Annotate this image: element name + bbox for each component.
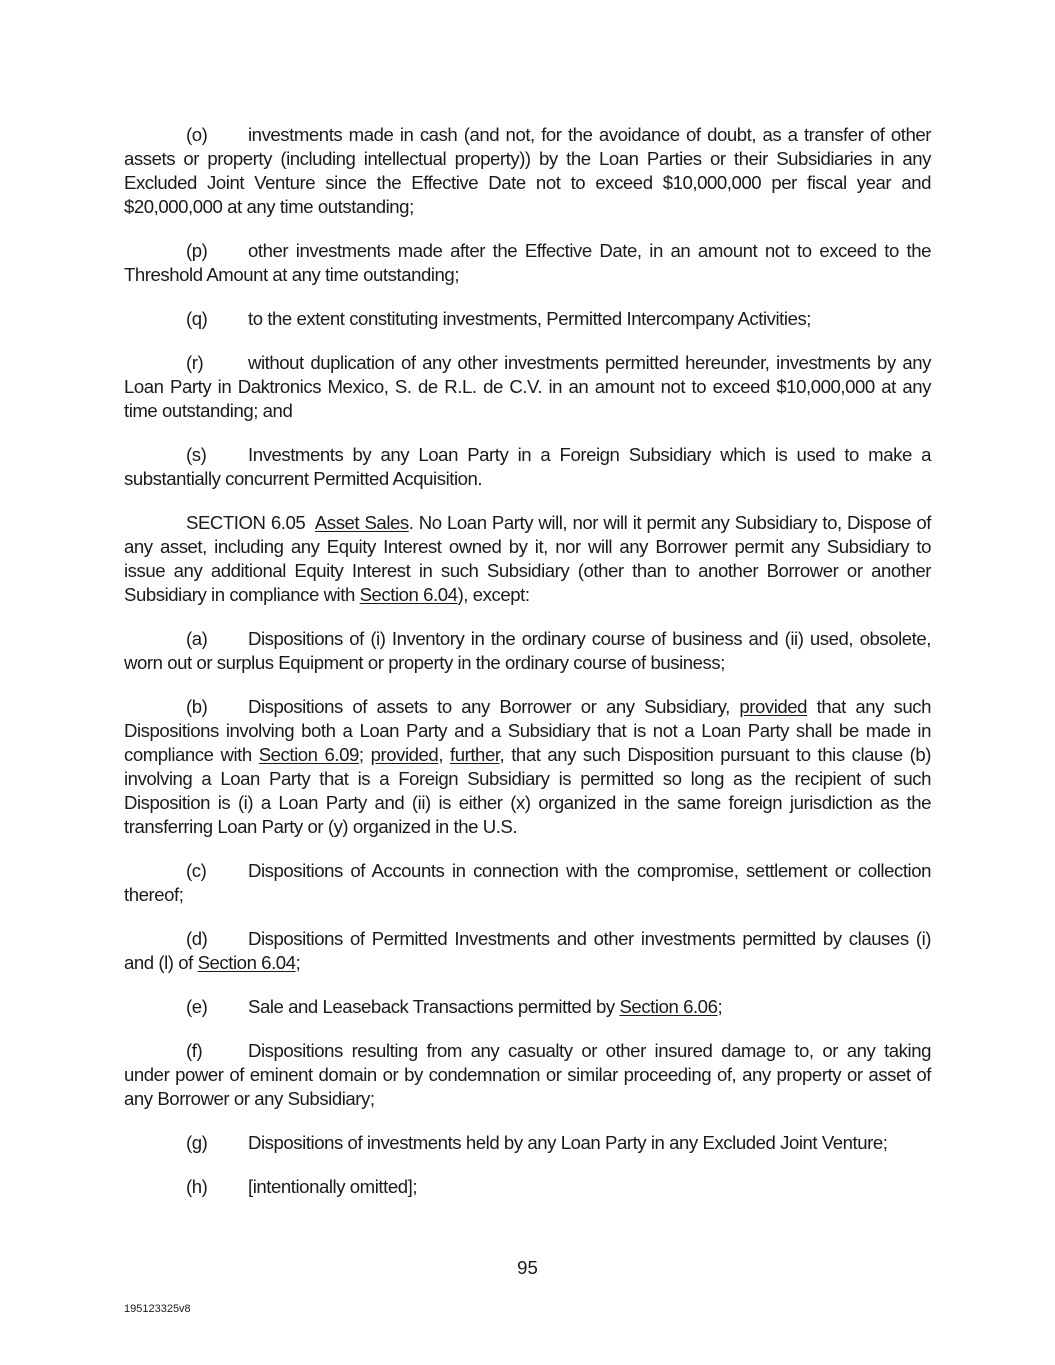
clause-d xyxy=(124,927,931,975)
clause-text: ; xyxy=(295,952,301,973)
clause-a xyxy=(124,627,931,675)
clause-text: that any such Dispositions involving both a Loan Party and a Subsidiary that is not a Loan Party shall be made in compliance with xyxy=(124,696,932,765)
clause-h xyxy=(124,1175,931,1199)
clause-text: Dispositions of (i) Inventory in the ordinary course of business and (ii) used, obsolete, worn out or surplus Equipment or property in the ordinary course of business; xyxy=(124,628,931,673)
clause-b xyxy=(124,695,931,839)
section-text: ), except: xyxy=(457,584,530,605)
page-body xyxy=(124,123,931,1219)
clause-label: (d) xyxy=(186,928,208,949)
section-reference-link[interactable]: Section 6.04 xyxy=(197,952,296,973)
provided-term: provided xyxy=(370,744,439,765)
clause-text: Dispositions of Accounts in connection with the compromise, settlement or collection thereof; xyxy=(124,860,931,905)
clause-text: ; xyxy=(358,744,371,765)
clause-text: Dispositions of investments held by any Loan Party in any Excluded Joint Venture; xyxy=(248,1132,888,1153)
clause-c xyxy=(124,859,931,907)
clause-label: (g) xyxy=(186,1132,208,1153)
clause-text: [intentionally omitted]; xyxy=(248,1176,418,1197)
paragraph-text: investments made in cash (and not, for the avoidance of doubt, as a transfer of other assets or property (including intellectual property)) by the Loan Parties or their Subsidiaries in any Excluded Joint Venture since the Effective Date not to exceed $10,000,000 per fiscal year and $20,000,000 at any time outstanding; xyxy=(124,124,931,217)
clause-text: Dispositions of Permitted Investments and other investments permitted by clauses (i) and (l) of xyxy=(124,928,931,973)
page-number: 95 xyxy=(517,1257,538,1278)
paragraph-text: to the extent constituting investments, Permitted Intercompany Activities; xyxy=(248,308,812,329)
section-reference-link[interactable]: Section 6.06 xyxy=(619,996,718,1017)
section-6-05 xyxy=(124,511,931,607)
clause-text: ; xyxy=(717,996,723,1017)
clause-label: (h) xyxy=(186,1176,208,1197)
document-id: 195123325v8 xyxy=(124,1303,191,1315)
paragraph-label: (s) xyxy=(186,444,207,465)
further-term: further xyxy=(449,744,500,765)
paragraph-text: Investments by any Loan Party in a Foreign Subsidiary which is used to make a substantially concurrent Permitted Acquisition. xyxy=(124,444,931,489)
paragraph-s xyxy=(124,443,931,491)
clause-text: Dispositions resulting from any casualty or other insured damage to, or any taking under power of eminent domain or by condemnation or similar proceeding of, any property or asset of any Borrower or any Subsidiary; xyxy=(124,1040,931,1109)
clause-text: , xyxy=(438,744,450,765)
paragraph-label: (o) xyxy=(186,124,208,145)
clause-e xyxy=(124,995,931,1019)
paragraph-label: (r) xyxy=(186,352,204,373)
paragraph-r xyxy=(124,351,931,423)
clause-label: (b) xyxy=(186,696,208,717)
paragraph-text: without duplication of any other investments permitted hereunder, investments by any Loan Party in Daktronics Mexico, S. de R.L. de C.V. in an amount not to exceed $10,000,000 at any time outstanding; and xyxy=(124,352,931,421)
section-reference-link[interactable]: Section 6.09 xyxy=(258,744,359,765)
paragraph-p xyxy=(124,239,931,287)
section-number: SECTION 6.05 xyxy=(186,512,306,533)
paragraph-q xyxy=(124,307,931,331)
paragraph-o xyxy=(124,123,931,219)
clause-text: Dispositions of assets to any Borrower or any Subsidiary, xyxy=(248,696,740,717)
paragraph-label: (q) xyxy=(186,308,208,329)
section-text: . No Loan Party will, nor will it permit any Subsidiary to, Dispose of any asset, including any Equity Interest owned by it, nor will any Borrower permit any Subsidiary to issue any additional Equity Interest in such Subsidiary (other than to another Borrower or another Subsidiary in compliance with xyxy=(124,512,932,605)
clause-label: (e) xyxy=(186,996,208,1017)
clause-text: Sale and Leaseback Transactions permitted by xyxy=(248,996,620,1017)
clause-label: (a) xyxy=(186,628,208,649)
clause-label: (c) xyxy=(186,860,207,881)
section-reference-link[interactable]: Section 6.04 xyxy=(359,584,458,605)
clause-label: (f) xyxy=(186,1040,203,1061)
paragraph-label: (p) xyxy=(186,240,208,261)
provided-term: provided xyxy=(739,696,808,717)
clause-f xyxy=(124,1039,931,1111)
clause-g xyxy=(124,1131,931,1155)
section-heading: Asset Sales xyxy=(314,512,409,533)
paragraph-text: other investments made after the Effective Date, in an amount not to exceed to the Threshold Amount at any time outstanding; xyxy=(124,240,931,285)
clause-text: , that any such Disposition pursuant to this clause (b) involving a Loan Party that is a Foreign Subsidiary is permitted so long as the recipient of such Disposition is (i) a Loan Party and (ii) is either (x) organized in the same foreign jurisdiction as the transferring Loan Party or (y) organized in the U.S. xyxy=(124,744,931,837)
